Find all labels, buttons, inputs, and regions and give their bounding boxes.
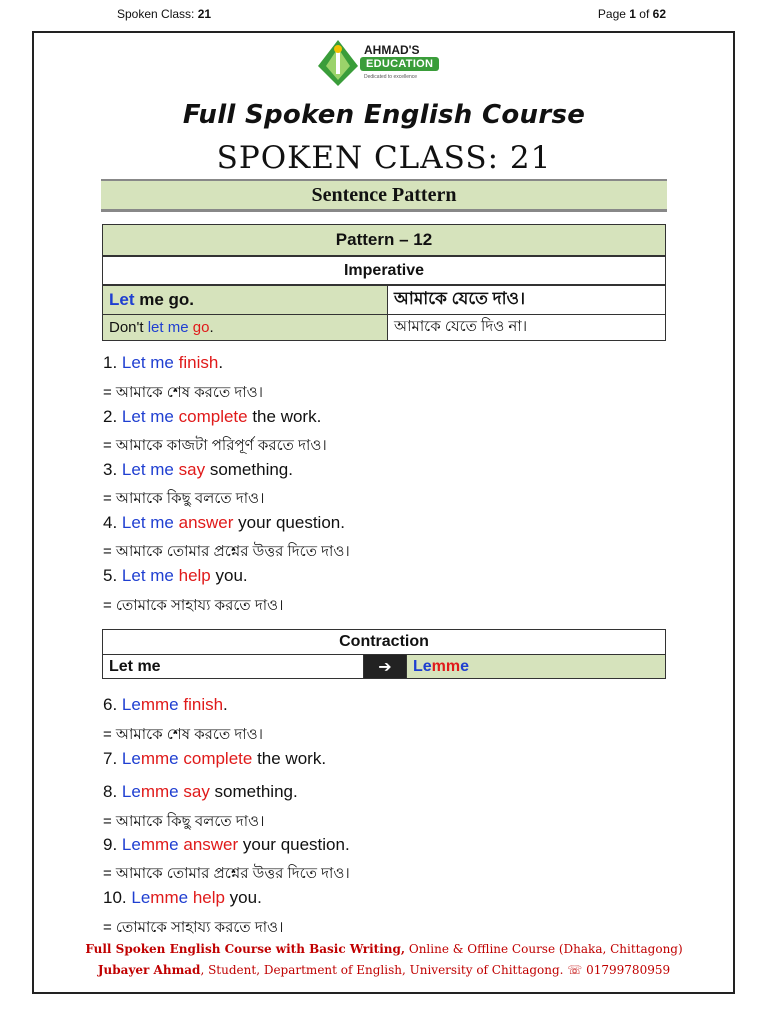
footer-line-1: Full Spoken English Course with Basic Writing, Online & Offline Course (Dhaka, Chittagong)	[85, 942, 683, 956]
example-2-english: 2. Let me complete the work.	[103, 407, 322, 426]
pattern-row1-bangla: আমাকে যেতে দাও।	[388, 285, 666, 315]
logo-text-education: EDUCATION	[360, 57, 439, 71]
example-3-bangla: = আমাকে কিছু বলতে দাও।	[103, 490, 265, 507]
example-5-bangla: = তোমাকে সাহায্য করতে দাও।	[103, 597, 284, 614]
example-8-bangla: = আমাকে কিছু বলতে দাও।	[103, 813, 265, 830]
contraction-title: Contraction	[103, 630, 666, 655]
example-2-bangla: = আমাকে কাজটা পরিপূর্ণ করতে দাও।	[103, 437, 327, 454]
logo-emblem-icon	[316, 38, 360, 88]
section-title: Sentence Pattern	[101, 179, 667, 212]
pattern-title: Pattern – 12	[103, 225, 666, 257]
logo-tagline: Dedicated to excellence	[364, 74, 418, 80]
example-6-english: 6. Lemme finish.	[103, 695, 228, 714]
header-class-label: Spoken Class: 21	[117, 7, 212, 21]
arrow-right-icon: ➔	[364, 655, 407, 679]
example-7-english: 7. Lemme complete the work.	[103, 749, 327, 768]
pattern-subtitle: Imperative	[103, 256, 666, 285]
contraction-from: Let me	[103, 655, 364, 679]
example-9-bangla: = আমাকে তোমার প্রশ্নের উত্তর দিতে দাও।	[103, 865, 350, 882]
example-4-english: 4. Let me answer your question.	[103, 513, 345, 532]
example-10-english: 10. Lemme help you.	[103, 888, 262, 907]
header-page-number: Page 1 of 62	[597, 7, 666, 21]
example-10-bangla: = তোমাকে সাহায্য করতে দাও।	[103, 919, 284, 936]
pattern-table	[102, 224, 666, 341]
course-title: Full Spoken English Course	[182, 100, 586, 130]
example-5-english: 5. Let me help you.	[103, 566, 248, 585]
example-3-english: 3. Let me say something.	[103, 460, 293, 479]
example-4-bangla: = আমাকে তোমার প্রশ্নের উত্তর দিতে দাও।	[103, 543, 350, 560]
pattern-row1-english: Let me go.	[103, 285, 388, 315]
footer-line-2: Jubayer Ahmad, Student, Department of English, University of Chittagong. ☏ 01799780959	[97, 963, 671, 977]
class-title: SPOKEN CLASS: 21	[216, 140, 552, 176]
contraction-table	[102, 629, 666, 679]
example-1-bangla: = আমাকে শেষ করতে দাও।	[103, 384, 264, 401]
contraction-to: Lemme	[407, 655, 666, 679]
example-6-bangla: = আমাকে শেষ করতে দাও।	[103, 726, 264, 743]
example-9-english: 9. Lemme answer your question.	[103, 835, 350, 854]
example-8-english: 8. Lemme say something.	[103, 782, 298, 801]
pattern-row2-bangla: আমাকে যেতে দিও না।	[388, 315, 666, 341]
logo-text-ahmads: AHMAD'S	[364, 43, 420, 57]
running-header	[0, 7, 768, 25]
ahmads-education-logo	[316, 38, 458, 88]
pattern-row2-english: Don't let me go.	[103, 315, 388, 341]
example-1-english: 1. Let me finish.	[103, 353, 224, 372]
